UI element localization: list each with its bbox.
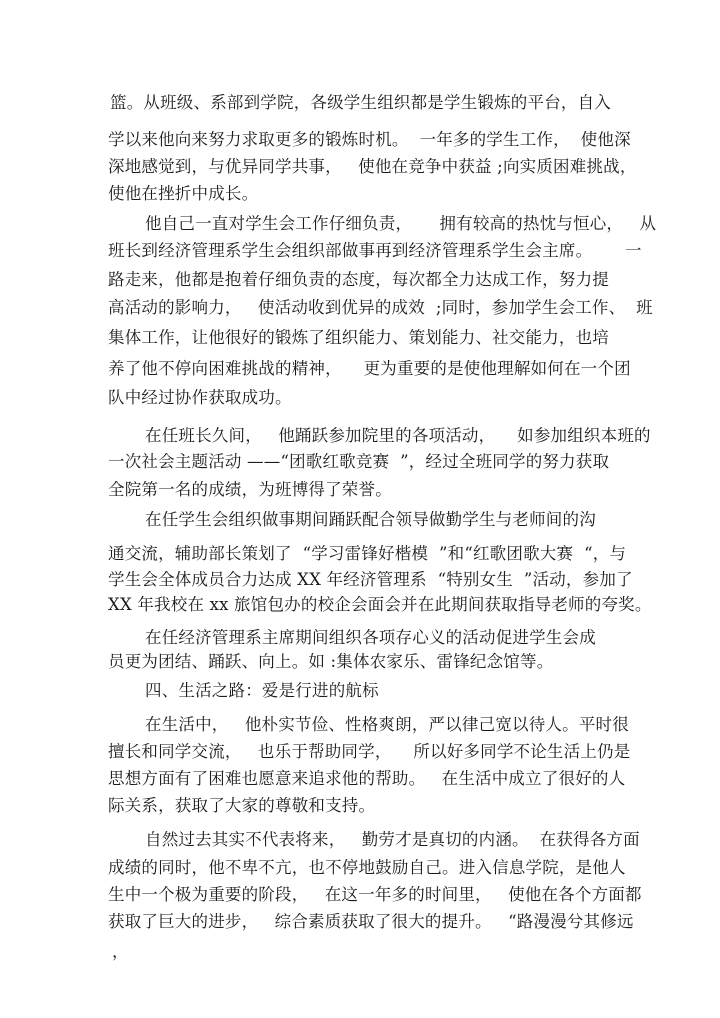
text-line: ， <box>112 942 129 961</box>
text-line: 在生活中， 他朴实节俭、性格爽朗，严以律己宽以待人。平时很 <box>145 715 629 734</box>
text-line: 学以来他向来努力求取更多的锻炼时机。 一年多的学生工作， 使他深 <box>108 130 631 149</box>
text-line: 擅长和同学交流， 也乐于帮助同学， 所以好多同学不论生活上仍是 <box>108 742 631 761</box>
text-line: 生中一个极为重要的阶段， 在这一年多的时间里， 使他在各个方面都 <box>108 885 642 904</box>
text-line: 自然过去其实不代表将来， 勤劳才是真切的内涵。 在获得各方面 <box>145 830 640 849</box>
text-line: 深地感觉到，与优异同学共事， 使他在竞争中获益 ;向实质困难挑战， <box>108 157 637 176</box>
text-line: 际关系，获取了大家的尊敬和支持。 <box>108 796 376 815</box>
text-line: 全院第一名的成绩，为班博得了荣誉。 <box>108 480 392 499</box>
text-line: 在任班长久间， 他踊跃参加院里的各项活动， 如参加组织本班的 <box>145 426 651 445</box>
text-line: 队中经过协作获取成功。 <box>108 388 292 407</box>
text-line: 成绩的同时，他不卑不亢，也不停地鼓励自己。进入信息学院，是他人 <box>108 858 626 877</box>
text-line: 通交流，辅助部长策划了 “学习雷锋好楷模 ”和“红歌团歌大赛 “，与 <box>108 544 627 563</box>
text-line: XX 年我校在 xx 旅馆包办的校企会面会并在此期间获取指导老师的夸奖。 <box>108 595 652 614</box>
text-line: 一次社会主题活动 ——“团歌红歌竞赛 ”，经过全班同学的努力获取 <box>108 452 610 471</box>
text-line: 在任经济管理系主席期间组织各项存心义的活动促进学生会成 <box>145 628 596 647</box>
text-line: 班长到经济管理系学生会组织部做事再到经济管理系学生会主席。 一 <box>108 241 642 260</box>
text-line: 高活动的影响力， 使活动收到优异的成效 ;同时，参加学生会工作、 班 <box>108 298 653 317</box>
section-heading: 四、生活之路：爱是行进的航标 <box>145 681 379 700</box>
text-line: 篮。从班级、系部到学院，各级学生组织都是学生锻炼的平台，自入 <box>110 93 611 112</box>
text-line: 思想方面有了困难也愿意来追求他的帮助。 在生活中成立了很好的人 <box>108 769 626 788</box>
text-line: 路走来，他都是抱着仔细负责的态度，每次都全力达成工作，努力提 <box>108 270 609 289</box>
text-line: 养了他不停向困难挑战的精神， 更为重要的是使他理解如何在一个团 <box>108 359 631 378</box>
text-line: 获取了巨大的进步， 综合素质获取了很大的提升。 “路漫漫兮其修远 <box>108 912 634 931</box>
text-line: 在任学生会组织做事期间踊跃配合领导做勤学生与老师间的沟 <box>145 510 596 529</box>
text-line: 学生会全体成员合力达成 XX 年经济管理系 “特别女生 ”活动，参加了 <box>108 570 633 589</box>
text-line: 集体工作，让他很好的锻炼了组织能力、策划能力、社交能力，也培 <box>108 328 609 347</box>
text-line: 使他在挫折中成长。 <box>108 184 259 203</box>
text-line: 他自己一直对学生会工作仔细负责， 拥有较高的热忱与恒心， 从 <box>145 214 657 233</box>
text-line: 员更为团结、踊跃、向上。如 :集体农家乐、雷锋纪念馆等。 <box>108 652 554 671</box>
